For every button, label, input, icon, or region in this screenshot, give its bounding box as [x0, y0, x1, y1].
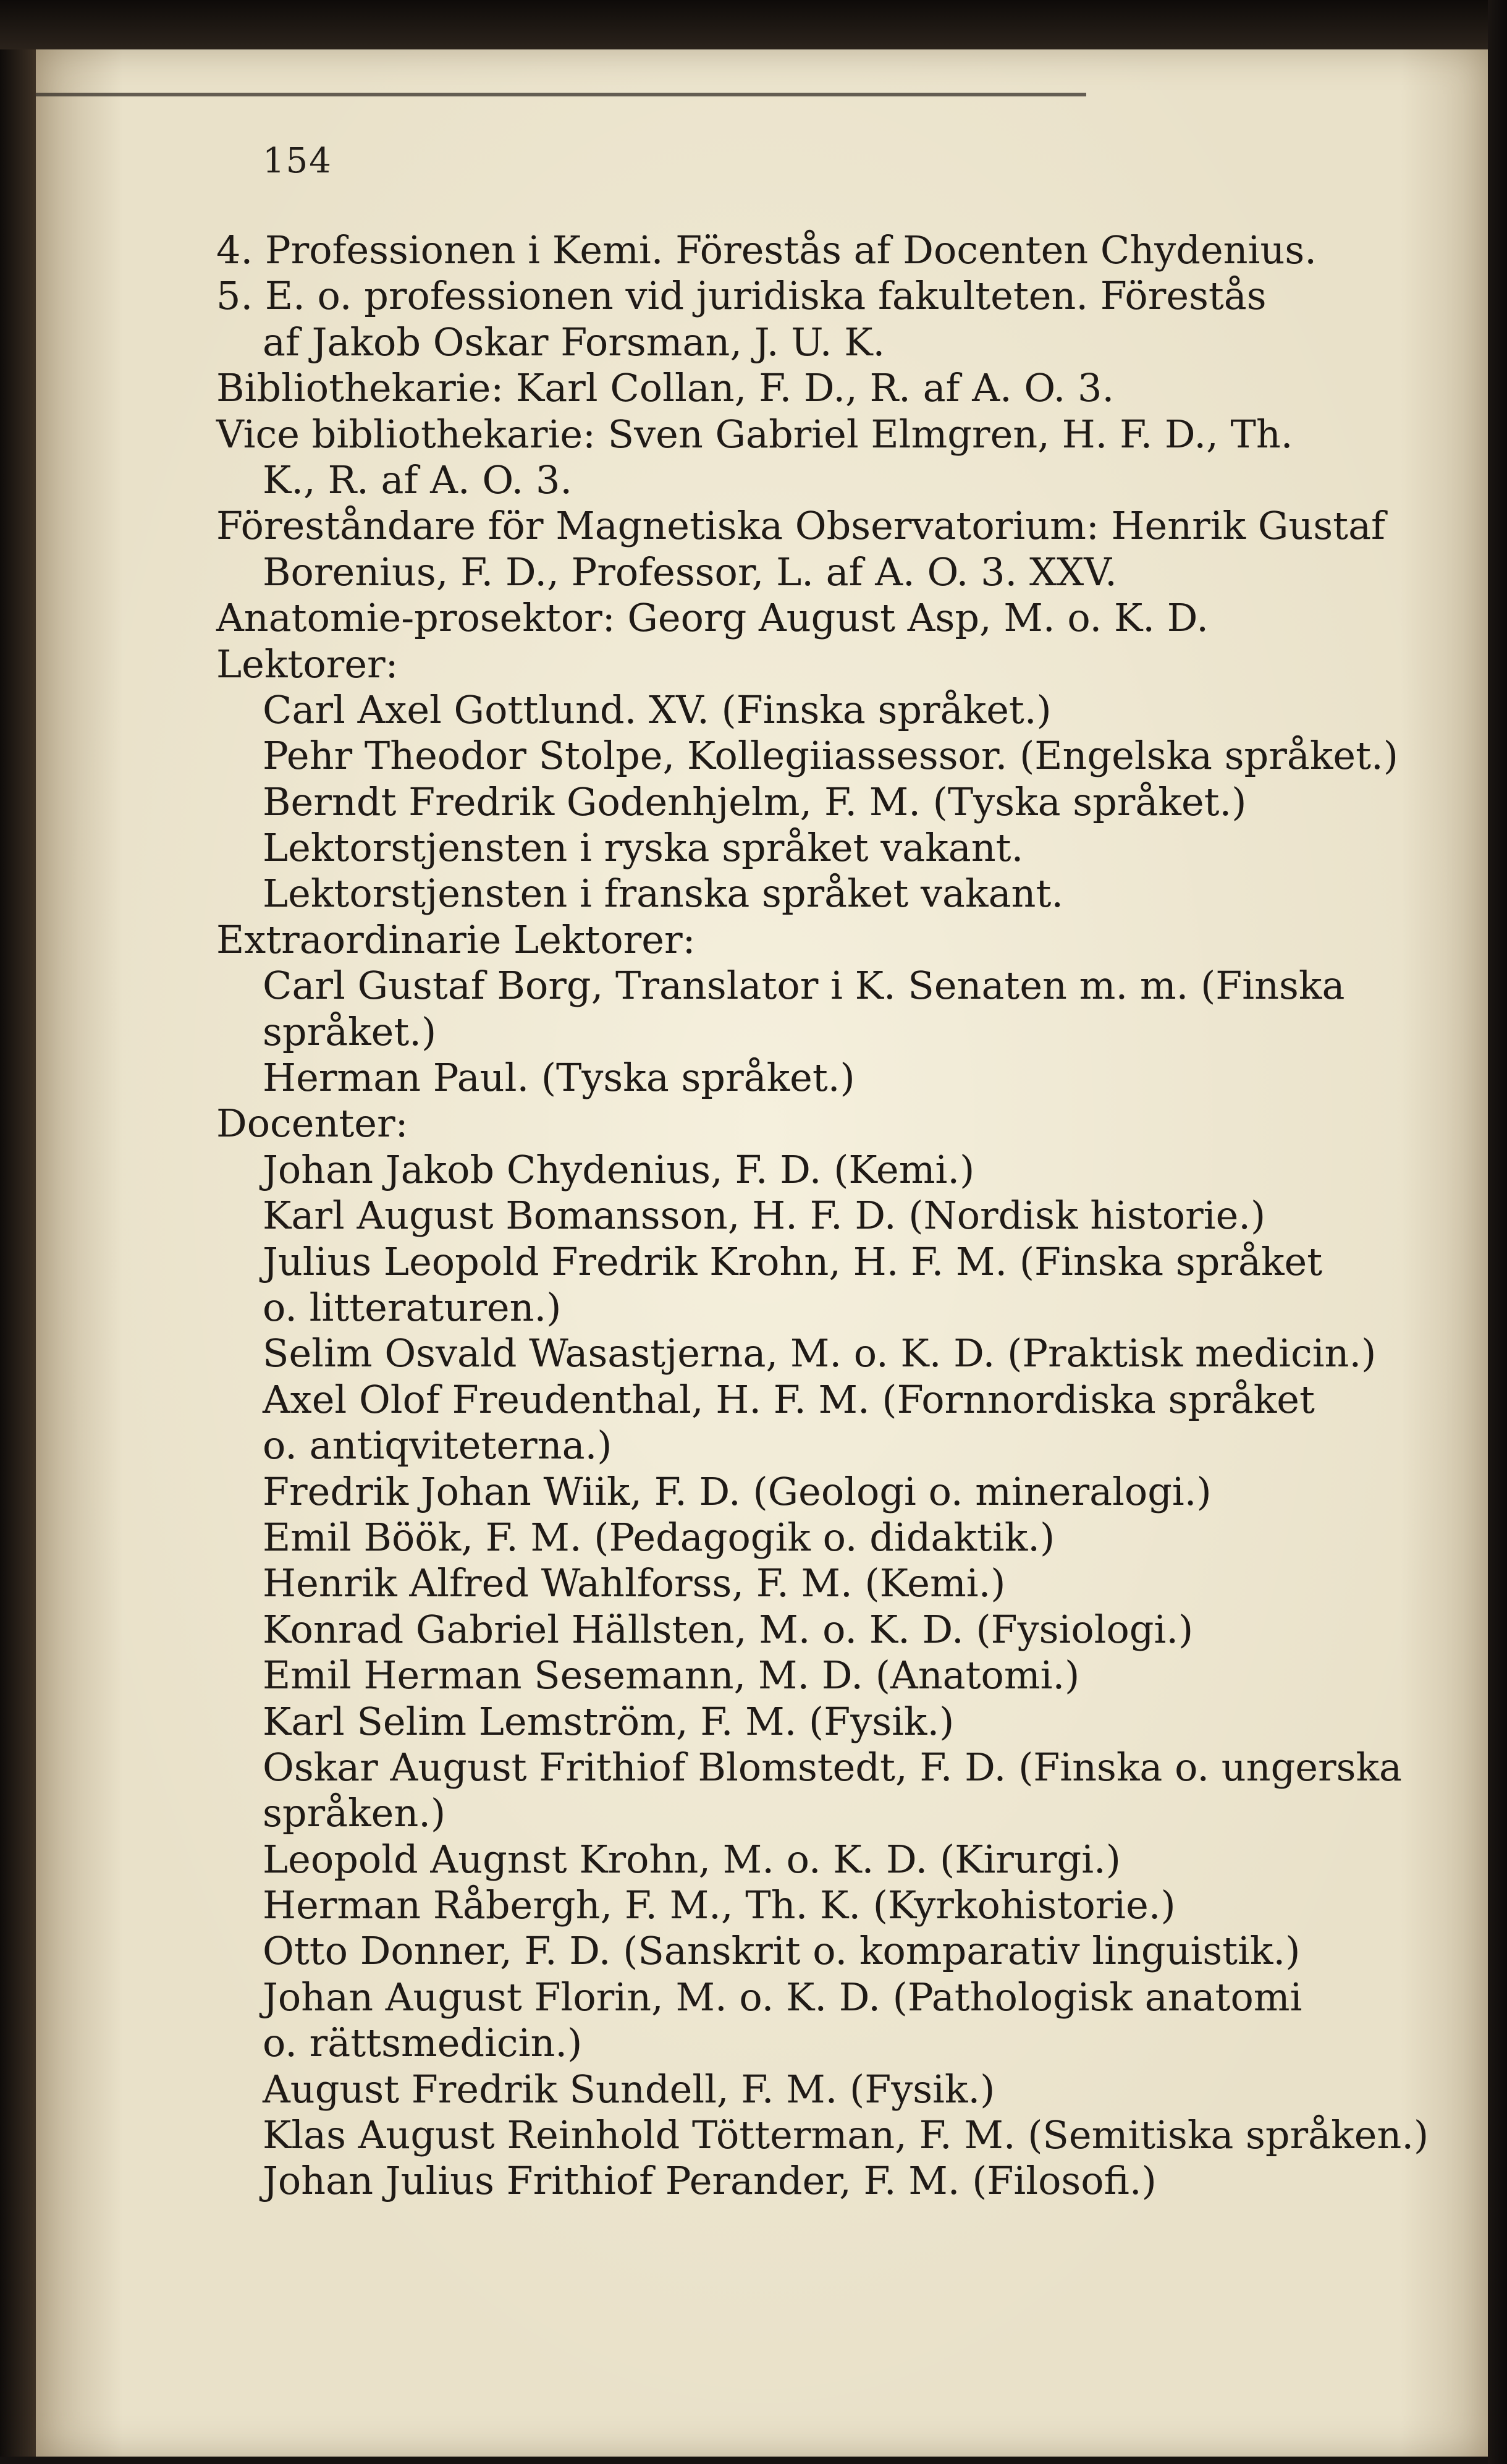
text-line: Herman Råbergh, F. M., Th. K. (Kyrkohistorie.) — [263, 1882, 1176, 1928]
scan-top-edge — [0, 0, 1507, 49]
text-line: språken.) — [263, 1790, 446, 1836]
text-line: o. antiqviteterna.) — [263, 1423, 612, 1468]
text-line: Extraordinarie Lektorer: — [216, 917, 696, 962]
text-line: Leopold Augnst Krohn, M. o. K. D. (Kirurgi.) — [263, 1836, 1121, 1882]
text-line: Konrad Gabriel Hällsten, M. o. K. D. (Fysiologi.) — [263, 1606, 1194, 1652]
text-line: Emil Böök, F. M. (Pedagogik o. didaktik.) — [263, 1514, 1055, 1560]
text-line: språket.) — [263, 1009, 437, 1054]
text-line: August Fredrik Sundell, F. M. (Fysik.) — [263, 2066, 995, 2112]
text-line: Lektorer: — [216, 641, 399, 687]
text-line: Herman Paul. (Tyska språket.) — [263, 1055, 855, 1101]
text-line: Karl August Bomansson, H. F. D. (Nordisk historie.) — [263, 1193, 1266, 1238]
text-line: Föreståndare för Magnetiska Observatorium: Henrik Gustaf — [216, 503, 1385, 549]
text-line: Julius Leopold Fredrik Krohn, H. F. M. (Finska språket — [263, 1238, 1323, 1284]
page-number: 154 — [263, 141, 332, 181]
text-line: Anatomie-prosektor: Georg August Asp, M. o. K. D. — [216, 595, 1209, 641]
scan-right-edge — [1488, 0, 1507, 2464]
text-line: Bibliothekarie: Karl Collan, F. D., R. af A. O. 3. — [216, 365, 1115, 411]
text-line: Johan Julius Frithiof Perander, F. M. (Filosofi.) — [263, 2158, 1157, 2204]
text-line: Oskar August Frithiof Blomstedt, F. D. (Finska o. ungerska — [263, 1744, 1402, 1790]
text-line: Klas August Reinhold Tötterman, F. M. (Semitiska språken.) — [263, 2112, 1429, 2158]
text-line: o. litteraturen.) — [263, 1284, 562, 1330]
text-line: Karl Selim Lemström, F. M. (Fysik.) — [263, 1698, 955, 1744]
text-line: Carl Gustaf Borg, Translator i K. Senaten m. m. (Finska — [263, 963, 1345, 1009]
book-gutter — [0, 49, 36, 2457]
text-line: Pehr Theodor Stolpe, Kollegiiassessor. (Engelska språket.) — [263, 733, 1398, 779]
text-line: Emil Herman Sesemann, M. D. (Anatomi.) — [263, 1653, 1080, 1698]
text-line: Lektorstjensten i franska språket vakant. — [263, 871, 1064, 917]
page-text-block — [216, 227, 1446, 2204]
text-line: Lektorstjensten i ryska språket vakant. — [263, 825, 1024, 871]
text-line: 4. Professionen i Kemi. Förestås af Docenten Chydenius. — [216, 227, 1317, 273]
text-line: Vice bibliothekarie: Sven Gabriel Elmgren, H. F. D., Th. — [216, 411, 1293, 457]
page-header-rule — [36, 93, 1086, 96]
text-line: Johan Jakob Chydenius, F. D. (Kemi.) — [263, 1146, 975, 1192]
text-line: Otto Donner, F. D. (Sanskrit o. komparativ linguistik.) — [263, 1928, 1301, 1974]
text-line: Fredrik Johan Wiik, F. D. (Geologi o. mineralogi.) — [263, 1468, 1212, 1514]
text-line: K., R. af A. O. 3. — [263, 457, 573, 502]
text-line: af Jakob Oskar Forsman, J. U. K. — [263, 319, 885, 365]
text-line: Henrik Alfred Wahlforss, F. M. (Kemi.) — [263, 1560, 1006, 1606]
text-line: Borenius, F. D., Professor, L. af A. O. 3. XXV. — [263, 549, 1117, 595]
text-line: Selim Osvald Wasastjerna, M. o. K. D. (Praktisk medicin.) — [263, 1331, 1377, 1376]
text-line: Johan August Florin, M. o. K. D. (Pathologisk anatomi — [263, 1974, 1302, 2020]
text-line: Carl Axel Gottlund. XV. (Finska språket.) — [263, 687, 1052, 732]
text-line: Berndt Fredrik Godenhjelm, F. M. (Tyska språket.) — [263, 779, 1247, 824]
text-line: Docenter: — [216, 1101, 408, 1146]
text-line: Axel Olof Freudenthal, H. F. M. (Fornnordiska språket — [263, 1376, 1315, 1422]
text-line: o. rättsmedicin.) — [263, 2020, 583, 2066]
text-line: 5. E. o. professionen vid juridiska fakulteten. Förestås — [216, 273, 1267, 319]
